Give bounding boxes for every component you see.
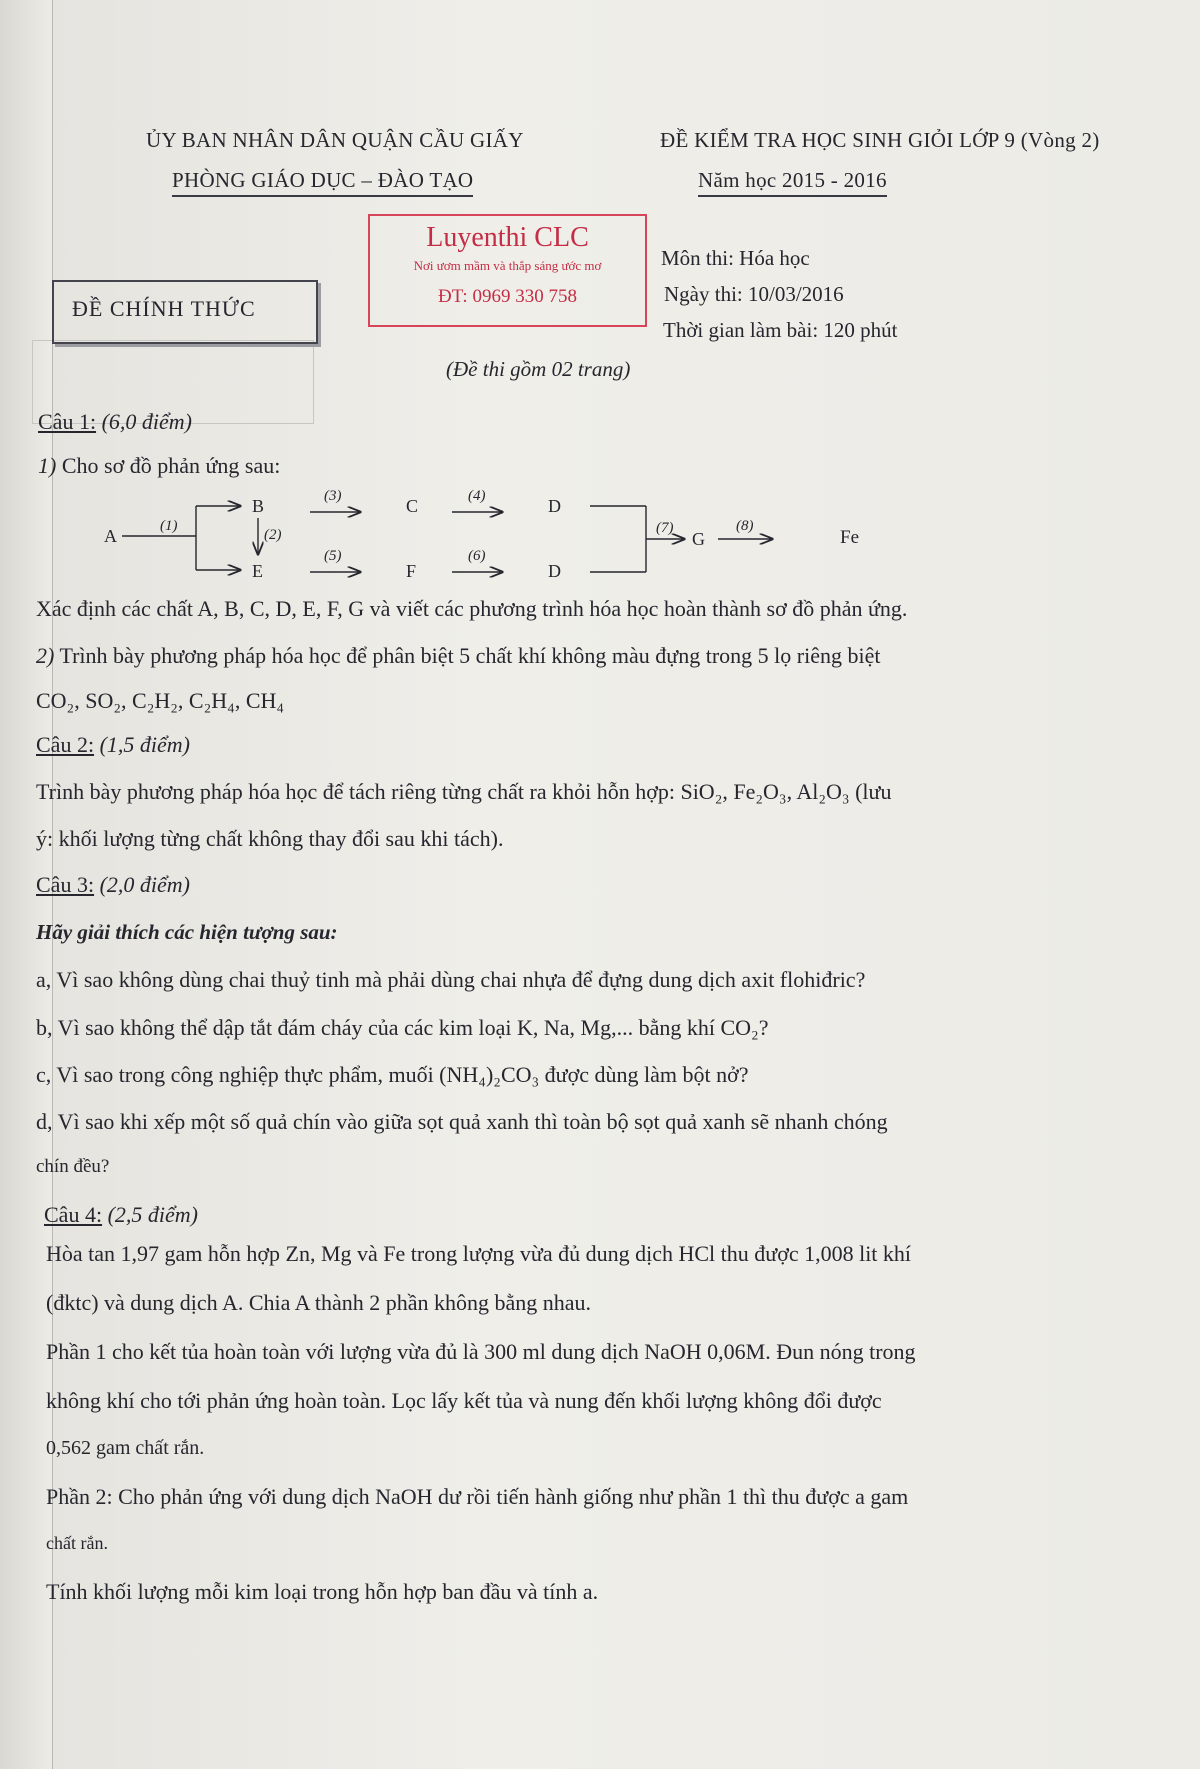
node-d-top: D	[548, 496, 561, 516]
q4-line3: Phần 1 cho kết tủa hoàn toàn với lượng vừa đủ là 300 ml dung dịch NaOH 0,06M. Đun nóng trong	[46, 1339, 916, 1364]
q2-score: (1,5 điểm)	[99, 732, 190, 757]
step-4: (4)	[468, 488, 486, 504]
q3-b: b, Vì sao không thể dập tắt đám cháy của các kim loại K, Na, Mg,... bằng khí CO₂?	[36, 1015, 769, 1040]
q1-gases: CO₂, SO₂, C₂H₂, C₂H₄, CH₄	[36, 688, 285, 713]
q3-score: (2,0 điểm)	[99, 872, 190, 897]
exam-duration: Thời gian làm bài: 120 phút	[663, 318, 898, 342]
q1-part1-intro	[38, 453, 280, 479]
q3-intro: Hãy giải thích các hiện tượng sau:	[36, 920, 338, 944]
school-year: Năm học 2015 - 2016	[698, 168, 887, 197]
q1-part1-text: Cho sơ đồ phản ứng sau:	[61, 453, 281, 478]
q2-label: Câu 2:	[36, 732, 95, 757]
node-f: F	[406, 561, 417, 581]
q4-score: (2,5 điểm)	[107, 1202, 198, 1227]
node-b: B	[252, 496, 265, 516]
exam-subject: Môn thi: Hóa học	[661, 246, 810, 270]
q1-heading	[38, 409, 192, 435]
q2-heading	[36, 732, 190, 758]
authority-name: ỦY BAN NHÂN DÂN QUẬN CẦU GIẤY	[146, 128, 524, 152]
step-6: (6)	[468, 548, 486, 564]
step-2: (2)	[264, 527, 282, 543]
q4-line6: Phần 2: Cho phản ứng với dung dịch NaOH dư rồi tiến hành giống như phần 1 thì thu được a gam	[46, 1484, 909, 1509]
q1-score: (6,0 điểm)	[101, 409, 192, 434]
node-fe: Fe	[840, 527, 859, 548]
q4-heading	[44, 1202, 198, 1228]
node-g: G	[692, 529, 705, 549]
q1-part2-text: Trình bày phương pháp hóa học để phân biệt 5 chất khí không màu đựng trong 5 lọ riêng biệt	[59, 643, 881, 668]
reaction-scheme	[90, 484, 790, 584]
q3-label: Câu 3:	[36, 872, 95, 897]
q4-line8: Tính khối lượng mỗi kim loại trong hỗn hợp ban đầu và tính a.	[46, 1579, 599, 1604]
q4-line1: Hòa tan 1,97 gam hỗn hợp Zn, Mg và Fe trong lượng vừa đủ dung dịch HCl thu được 1,008 lit khí	[46, 1241, 912, 1266]
q1-part2-num: 2)	[36, 643, 55, 668]
luyenthi-stamp	[368, 214, 647, 327]
node-e: E	[252, 561, 263, 581]
official-box	[52, 280, 318, 344]
q3-d1: d, Vì sao khi xếp một số quả chín vào giữa sọt quả xanh thì toàn bộ sọt quả xanh sẽ nhanh chóng	[36, 1109, 888, 1134]
q1-part1-task: Xác định các chất A, B, C, D, E, F, G và viết các phương trình hóa học hoàn thành sơ đồ phản ứng.	[36, 596, 908, 621]
q4-label: Câu 4:	[44, 1202, 103, 1227]
stamp-slogan: Nơi ươm mầm và thắp sáng ước mơ	[413, 258, 602, 273]
q3-heading	[36, 872, 190, 898]
q2-line1: Trình bày phương pháp hóa học để tách riêng từng chất ra khỏi hỗn hợp: SiO₂, Fe₂O₃, Al₂O₃ (lưu	[36, 779, 892, 804]
node-d-bottom: D	[548, 561, 561, 581]
node-a: A	[104, 526, 117, 546]
step-5: (5)	[324, 548, 342, 564]
q3-c: c, Vì sao trong công nghiệp thực phẩm, muối (NH₄)₂CO₃ được dùng làm bột nở?	[36, 1062, 749, 1087]
step-7: (7)	[656, 520, 674, 536]
q4-line4: không khí cho tới phản ứng hoàn toàn. Lọc lấy kết tủa và nung đến khối lượng không đổi được	[46, 1388, 882, 1413]
step-3: (3)	[324, 488, 342, 504]
q3-d2: chín đều?	[36, 1156, 110, 1177]
q2-line2: ý: khối lượng từng chất không thay đổi sau khi tách).	[36, 826, 504, 851]
q4-line7: chất rắn.	[46, 1533, 108, 1553]
exam-title: ĐỀ KIỂM TRA HỌC SINH GIỎI LỚP 9 (Vòng 2)	[660, 128, 1100, 152]
exam-date: Ngày thi: 10/03/2016	[664, 282, 844, 306]
node-c: C	[406, 496, 419, 516]
stamp-phone: ĐT: 0969 330 758	[438, 286, 577, 307]
q1-part1-num: 1)	[38, 453, 57, 478]
q1-label: Câu 1:	[38, 409, 97, 434]
pages-note: (Đề thi gồm 02 trang)	[446, 357, 631, 381]
department-name: PHÒNG GIÁO DỤC – ĐÀO TẠO	[172, 168, 473, 197]
official-label: ĐỀ CHÍNH THỨC	[72, 296, 256, 321]
stamp-name: Luyenthi CLC	[426, 222, 589, 253]
q4-line5: 0,562 gam chất rắn.	[46, 1437, 205, 1459]
step-1: (1)	[160, 518, 178, 534]
q3-a: a, Vì sao không dùng chai thuỷ tinh mà phải dùng chai nhựa để đựng dung dịch axit flohiđric?	[36, 967, 866, 992]
q1-part2	[36, 643, 880, 669]
step-8: (8)	[736, 518, 754, 534]
q4-line2: (đktc) và dung dịch A. Chia A thành 2 phần không bằng nhau.	[46, 1290, 592, 1315]
